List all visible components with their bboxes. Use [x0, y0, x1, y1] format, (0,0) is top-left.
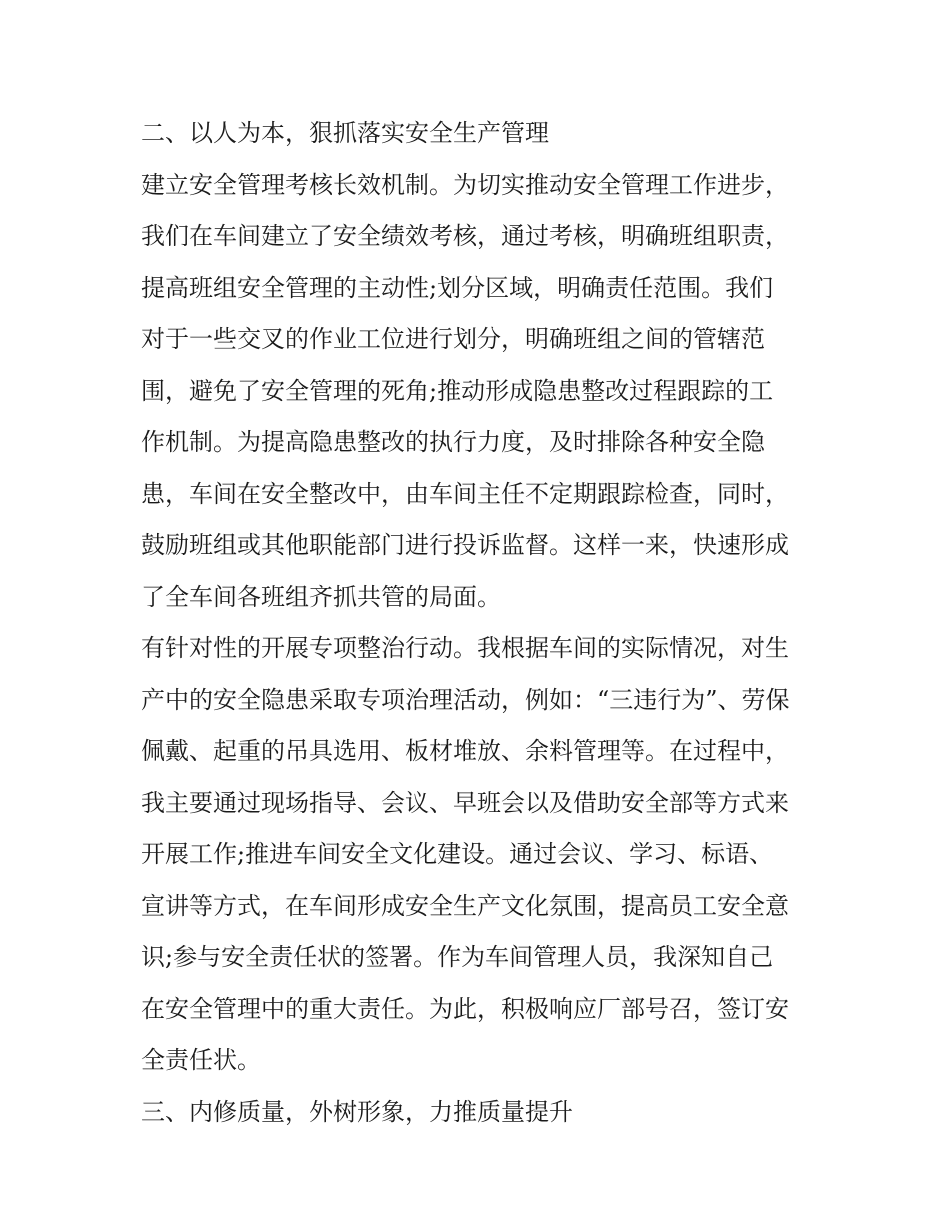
paragraph-line: 全责任状。: [141, 1046, 261, 1074]
paragraph-line: 在安全管理中的重大责任。为此，积极响应厂部号召，签订安: [141, 994, 789, 1023]
paragraph-line: 我主要通过现场指导、会议、早班会以及借助安全部等方式来: [141, 788, 789, 817]
paragraph-line: 患，车间在安全整改中，由车间主任不定期跟踪检查，同时，: [141, 479, 789, 508]
paragraph-line: 识;参与安全责任状的签署。作为车间管理人员，我深知自己: [141, 943, 774, 971]
paragraph-line: 开展工作;推进车间安全文化建设。通过会议、学习、标语、: [141, 840, 774, 868]
paragraph-line: 佩戴、起重的吊具选用、板材堆放、余料管理等。在过程中，: [141, 737, 789, 765]
paragraph-line: 对于一些交叉的作业工位进行划分，明确班组之间的管辖范: [141, 325, 765, 353]
paragraph-line: 围，避免了安全管理的死角;推动形成隐患整改过程跟踪的工: [141, 376, 774, 405]
section-heading: 三、内修质量，外树形象，力推质量提升: [141, 1097, 573, 1126]
paragraph-line: 了全车间各班组齐抓共管的局面。: [141, 582, 501, 611]
paragraph-line: 作机制。为提高隐患整改的执行力度，及时排除各种安全隐: [141, 428, 765, 456]
section-heading: 二、以人为本，狠抓落实安全生产管理: [141, 119, 549, 147]
paragraph-line: 我们在车间建立了安全绩效考核，通过考核，明确班组职责，: [141, 222, 789, 250]
paragraph-line: 宣讲等方式，在车间形成安全生产文化氛围，提高员工安全意: [141, 891, 789, 920]
paragraph-line: 产中的安全隐患采取专项治理活动，例如：“三违行为”、劳保: [141, 685, 790, 714]
paragraph-line: 建立安全管理考核长效机制。为切实推动安全管理工作进步，: [141, 170, 789, 199]
paragraph-line: 提高班组安全管理的主动性;划分区域，明确责任范围。我们: [141, 273, 774, 302]
paragraph-line: 鼓励班组或其他职能部门进行投诉监督。这样一来，快速形成: [141, 531, 789, 559]
paragraph-line: 有针对性的开展专项整治行动。我根据车间的实际情况，对生: [141, 634, 789, 662]
document-body: [141, 108, 821, 1138]
